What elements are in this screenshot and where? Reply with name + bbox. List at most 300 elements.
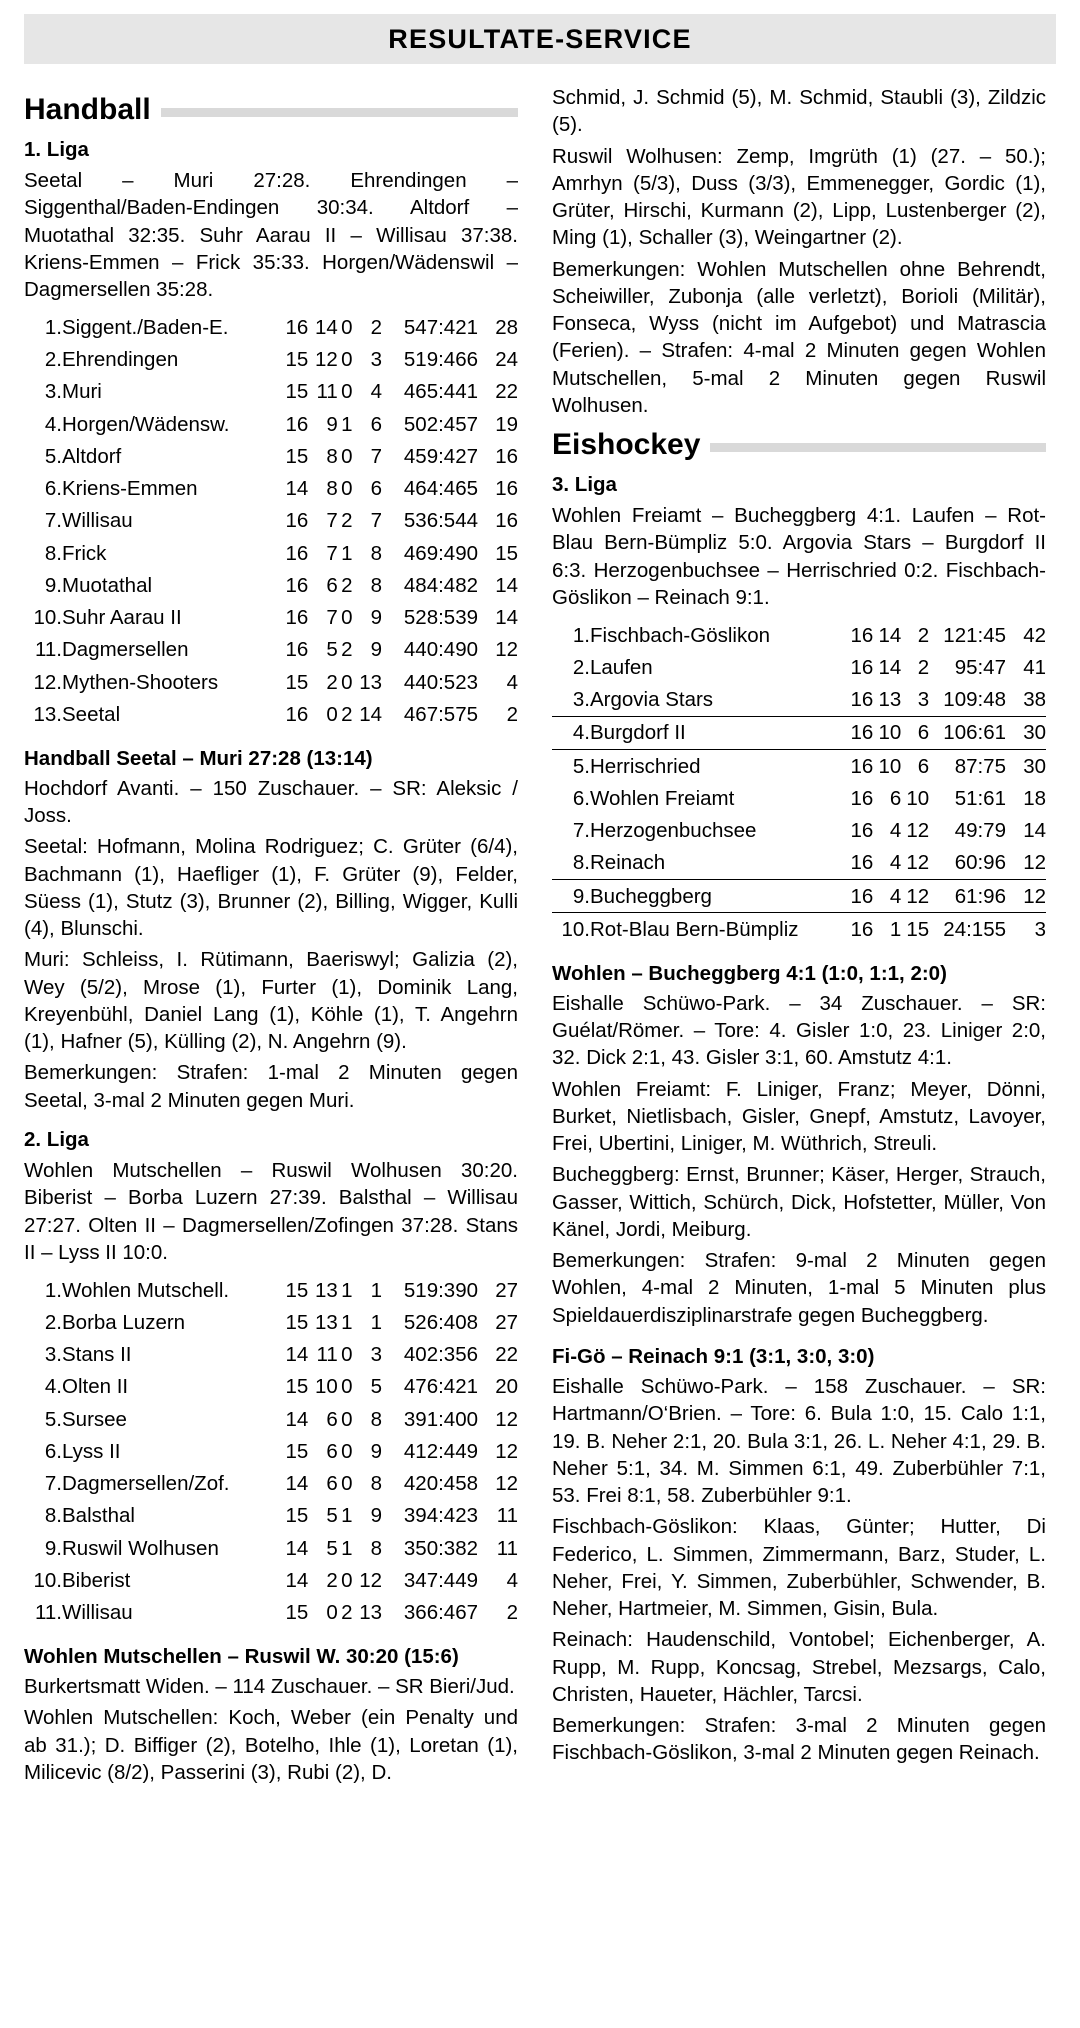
table-row [552,651,1046,683]
table-cell-num: 14 [285,1472,309,1496]
table-cell-num: 9 [370,1504,383,1528]
table-cell-num: 6 [326,1439,338,1463]
table-cell-num: 8 [370,1536,383,1560]
table-cell-num: 2 [341,573,353,597]
table-cell-team: Herrischried [590,754,701,778]
table-cell-num: 2 [341,509,353,533]
table-cell-goals: 536:544 [403,509,478,533]
table-cell-num: 16 [850,688,874,712]
table-cell-team: Muotathal [62,573,153,597]
table-cell-num: 3 [370,348,383,372]
table-cell-rank: 6. [44,1439,62,1463]
table-cell-rank: 11. [35,1601,62,1625]
table-cell-goals: 519:466 [403,348,478,372]
table-cell-pts: 12 [495,1472,518,1496]
report-paragraph: Reinach: Haudenschild, Vontobel; Eichenberger, A. Rupp, M. Rupp, Koncsag, Strebel, Mezsargs, Calo, Christen, Haueter, Hächler, Tarcsi. [552,1628,1046,1706]
report-paragraph: Fischbach-Göslikon: Klaas, Günter; Hutter, Di Federico, L. Simmen, Zimmermann, Barz, Studer, L. Neher, Frei, Y. Simmen, Zuberbühler, Schwender, B. Neher, Hartmeier, M. Simmen, Gisin, Bula. [552,1515,1046,1621]
table-cell-pts: 3 [1034,917,1046,941]
table-cell-num: 7 [370,509,383,533]
table-cell-num: 15 [285,380,309,404]
table-cell-goals: 95:47 [954,655,1006,679]
table-cell-team: Mythen-Shooters [62,670,219,694]
table-cell-num: 1 [341,1310,353,1334]
table-cell-num: 6 [889,786,902,810]
table-cell-rank: 10. [561,917,590,941]
table-cell-goals: 106:61 [929,716,1006,749]
table-cell-num: 0 [341,380,353,404]
table-row [552,684,1046,717]
table-cell-rank: 13. [33,702,62,726]
table-cell-num: 2 [326,1568,338,1592]
table-row [24,602,518,634]
table-row [24,569,518,601]
table-row [24,344,518,376]
table-cell-goals: 402:356 [403,1343,478,1367]
table-cell-num: 16 [285,412,309,436]
eishockey-liga3-results: Wohlen Freiamt – Bucheggberg 4:1. Laufen – Rot-Blau Bern-Bümpliz 5:0. Argovia Stars – Burgdorf II 6:3. Herzogenbuchsee – Herrischried 0:2. Fischbach-Göslikon – Reinach 9:1. [552,504,1046,609]
table-cell-num: 8 [370,1472,383,1496]
table-cell-pts: 30 [1006,716,1046,749]
table-cell-team: Seetal [62,702,121,726]
table-cell-pts: 16 [495,444,518,468]
table-cell-num: 0 [341,1568,353,1592]
table-cell-num: 15 [285,348,309,372]
table-cell-rank: 1. [572,623,590,647]
table-cell-num: 8 [326,444,338,468]
handball-liga1-standings [24,311,518,730]
table-cell-goals: 366:467 [403,1601,478,1625]
table-cell-team: Siggent./Baden-E. [62,315,229,339]
handball-liga2-standings [24,1274,518,1629]
table-row [24,1532,518,1564]
table-cell-num: 16 [850,655,874,679]
table-cell-num: 16 [285,638,309,662]
table-cell-num: 13 [359,670,383,694]
table-cell-team: Ehrendingen [62,348,179,372]
table-cell-num: 0 [341,1439,353,1463]
table-cell-num: 16 [285,573,309,597]
table-row [24,440,518,472]
table-cell-rank: 4. [44,1375,62,1399]
table-cell-num: 4 [889,819,902,843]
table-cell-rank: 1. [44,315,62,339]
table-cell-pts: 42 [1023,623,1046,647]
table-cell-pts: 16 [495,509,518,533]
table-cell-num: 4 [370,380,383,404]
table-cell-rank: 9. [44,1536,62,1560]
table-cell-team: Stans II [62,1343,132,1367]
table-row [24,376,518,408]
table-cell-rank: 4. [552,716,590,749]
table-cell-pts: 12 [495,638,518,662]
report-paragraph: Bucheggberg: Ernst, Brunner; Käser, Herger, Strauch, Gasser, Wittich, Schürch, Dick, Hofstetter, Müller, Von Känel, Jordi, Meiburg. [552,1163,1046,1241]
table-cell-team: Lyss II [62,1439,121,1463]
table-cell-num: 1 [370,1278,383,1302]
table-cell-team: Borba Luzern [62,1310,186,1334]
table-cell-goals: 464:465 [403,477,478,501]
table-row [552,716,1046,749]
table-cell-num: 9 [370,606,383,630]
eishockey-heading-text: Eishockey [552,428,701,461]
table-cell-num: 6 [370,412,383,436]
table-cell-team: Wohlen Mutschell. [62,1278,230,1302]
table-cell-num: 0 [341,315,353,339]
table-cell-num: 15 [285,1278,309,1302]
table-cell-num: 2 [341,702,353,726]
table-cell-num: 16 [850,754,874,778]
table-cell-num: 2 [341,638,353,662]
table-cell-goals: 547:421 [403,315,478,339]
table-cell-num: 11 [316,1343,338,1367]
table-cell-pts: 12 [495,1439,518,1463]
table-cell-goals: 440:490 [403,638,478,662]
table-cell-num: 4 [889,851,902,875]
table-cell-num: 0 [326,702,338,726]
table-cell-pts: 4 [506,1568,518,1592]
table-cell-goals: 87:75 [954,754,1006,778]
table-cell-goals: 469:490 [403,541,478,565]
table-cell-pts: 24 [495,348,518,372]
table-row [24,1468,518,1500]
table-cell-pts: 14 [495,573,518,597]
table-cell-rank: 12. [33,670,62,694]
table-cell-pts: 20 [495,1375,518,1399]
heading-rule [161,108,518,117]
table-cell-num: 9 [326,412,338,436]
table-cell-pts: 16 [495,477,518,501]
table-cell-num: 7 [326,509,338,533]
table-cell-num: 5 [326,1536,338,1560]
table-cell-goals: 519:390 [403,1278,478,1302]
report-paragraph: Bemerkungen: Strafen: 9-mal 2 Minuten gegen Wohlen, 4-mal 2 Minuten, 1-mal 5 Minuten plus Spieldauerdisziplinarstrafe gegen Bucheggberg. [552,1249,1046,1327]
table-cell-team: Willisau [62,1601,133,1625]
table-cell-goals: 109:48 [943,688,1006,712]
table-cell-rank: 6. [572,786,590,810]
table-cell-team: Balsthal [62,1504,135,1528]
table-cell-num: 3 [917,688,930,712]
table-cell-num: 16 [285,702,309,726]
table-cell-num: 0 [341,1472,353,1496]
table-row [24,1274,518,1306]
handball-liga2-label: 2. Liga [24,1127,89,1151]
eishockey-liga3-label: 3. Liga [552,472,617,496]
table-cell-team: Horgen/Wädensw. [62,412,230,436]
table-cell-num: 13 [359,1601,383,1625]
table-row [24,1435,518,1467]
table-cell-num: 14 [878,655,902,679]
table-cell-rank: 2. [44,1310,62,1334]
two-column-layout [24,84,1056,1790]
table-cell-goals: 49:79 [954,819,1006,843]
table-cell-pts: 2 [506,702,518,726]
table-cell-team: Argovia Stars [590,688,714,712]
table-cell-rank: 3. [44,380,62,404]
table-cell-goals: 350:382 [403,1536,478,1560]
table-cell-num: 16 [845,880,873,913]
handball-liga2-results: Wohlen Mutschellen – Ruswil Wolhusen 30:20. Biberist – Borba Luzern 27:39. Balsthal – Willisau 27:27. Olten II – Dagmersellen/Zofingen 37:28. Stans II – Lyss II 10:0. [24,1159,518,1264]
table-cell-pts: 19 [495,412,518,436]
table-cell-pts: 15 [495,541,518,565]
table-cell-rank: 8. [44,541,62,565]
table-cell-pts: 41 [1023,655,1046,679]
table-row [552,847,1046,880]
table-row [24,1564,518,1596]
table-row [24,1597,518,1629]
table-cell-num: 4 [873,880,901,913]
table-cell-pts: 4 [506,670,518,694]
table-cell-num: 9 [370,1439,383,1463]
table-cell-num: 12 [314,348,338,372]
eishockey-match1-report [552,990,1046,1329]
table-cell-num: 8 [370,1407,383,1431]
table-cell-num: 16 [845,716,873,749]
table-cell-rank: 5. [44,1407,62,1431]
table-cell-num: 15 [285,1439,309,1463]
table-cell-pts: 28 [495,315,518,339]
page-title: RESULTATE-SERVICE [24,14,1056,64]
table-cell-goals: 420:458 [403,1472,478,1496]
report-paragraph: Ruswil Wolhusen: Zemp, Imgrüth (1) (27. – 50.); Amrhyn (5/3), Duss (3/3), Emmenegger, Gordic (1), Grüter, Hirschi, Kurmann (2), Lipp, Lustenberger (2), Ming (1), Schaller (3), Weingartner (2). [552,144,1046,250]
table-cell-pts: 27 [495,1278,518,1302]
table-row [24,1339,518,1371]
section-heading-eishockey [552,425,1046,465]
report-paragraph: Burkertsmatt Widen. – 114 Zuschauer. – SR Bieri/Jud. [24,1675,515,1699]
table-cell-num: 0 [341,1407,353,1431]
table-cell-goals: 412:449 [403,1439,478,1463]
table-row [24,634,518,666]
table-cell-num: 13 [314,1278,338,1302]
table-cell-pts: 30 [1023,754,1046,778]
report-paragraph: Eishalle Schüwo-Park. – 158 Zuschauer. – SR: Hartmann/O‘Brien. – Tore: 6. Bula 1:0, 15. Calo 1:1, 19. B. Neher 2:1, 20. Bula 3:1, 26. L. Neher 4:1, 29. B. Neher 5:1, 34. M. Simmen 6:1, 49. Zuberbühler 7:1, 53. Frei 8:1, 58. Zuberbühler 9:1. [552,1375,1046,1508]
table-cell-goals: 476:421 [403,1375,478,1399]
table-cell-num: 0 [341,1375,353,1399]
table-cell-pts: 38 [1023,688,1046,712]
table-cell-goals: 484:482 [403,573,478,597]
table-cell-num: 0 [341,606,353,630]
table-cell-goals: 51:61 [954,786,1006,810]
newspaper-page [0,14,1080,2028]
handball-match2-report [24,1673,518,1786]
table-cell-num: 1 [341,412,353,436]
table-cell-num: 1 [341,1278,353,1302]
heading-rule [710,443,1046,452]
table-cell-goals: 465:441 [403,380,478,404]
eishockey-match2-heading: Fi-Gö – Reinach 9:1 (3:1, 3:0, 3:0) [552,1344,875,1368]
table-cell-pts: 14 [1023,819,1046,843]
table-cell-num: 0 [341,477,353,501]
table-row [24,698,518,730]
table-cell-pts: 2 [506,1601,518,1625]
handball-liga1-results: Seetal – Muri 27:28. Ehrendingen – Siggenthal/Baden-Endingen 30:34. Altdorf – Muotathal 32:35. Suhr Aarau II – Willisau 37:38. Kriens-Emmen – Frick 35:33. Horgen/Wädenswil – Dagmersellen 35:28. [24,169,518,302]
table-cell-num: 15 [285,1310,309,1334]
table-cell-team: Dagmersellen/Zof. [62,1472,230,1496]
table-cell-rank: 7. [44,509,62,533]
table-cell-team: Herzogenbuchsee [590,819,757,843]
table-row [24,1403,518,1435]
table-cell-num: 6 [917,754,930,778]
table-cell-pts: 22 [495,1343,518,1367]
table-row [24,311,518,343]
table-cell-team: Biberist [62,1568,131,1592]
table-cell-num: 1 [370,1310,383,1334]
table-cell-team: Dagmersellen [62,638,189,662]
table-cell-num: 16 [285,509,309,533]
table-row [24,1306,518,1338]
table-cell-num: 15 [285,1601,309,1625]
table-cell-num: 6 [901,716,929,749]
handball-heading-text: Handball [24,93,151,126]
table-cell-team: Suhr Aarau II [62,606,182,630]
table-cell-num: 6 [370,477,383,501]
table-cell-num: 15 [285,670,309,694]
table-cell-num: 7 [370,444,383,468]
table-row [552,782,1046,814]
handball-match1-report [24,775,518,1114]
table-cell-num: 16 [850,851,874,875]
handball-liga1-label: 1. Liga [24,137,89,161]
table-cell-rank: 2. [572,655,590,679]
table-cell-num: 5 [326,638,338,662]
table-cell-team: Olten II [62,1375,129,1399]
section-heading-handball [24,90,518,130]
table-cell-num: 16 [850,623,874,647]
report-paragraph: Bemerkungen: Strafen: 1-mal 2 Minuten gegen Seetal, 3-mal 2 Minuten gegen Muri. [24,1061,518,1112]
table-cell-num: 0 [341,1343,353,1367]
table-cell-rank: 10. [33,606,62,630]
table-cell-goals: 440:523 [403,670,478,694]
table-cell-rank: 9. [44,573,62,597]
table-cell-num: 14 [285,1343,309,1367]
table-cell-num: 1 [889,917,902,941]
table-cell-team: Altdorf [62,444,122,468]
table-cell-pts: 14 [495,606,518,630]
eishockey-match2-report [552,1373,1046,1767]
table-cell-team: Fischbach-Göslikon [590,623,771,647]
eishockey-match1-heading: Wohlen – Bucheggberg 4:1 (1:0, 1:1, 2:0) [552,961,947,985]
table-cell-num: 0 [341,444,353,468]
table-cell-team: Rot-Blau Bern-Bümpliz [590,917,799,941]
table-cell-num: 12 [359,1568,383,1592]
table-cell-num: 16 [285,315,309,339]
table-cell-num: 2 [370,315,383,339]
table-cell-goals: 526:408 [403,1310,478,1334]
table-cell-goals: 60:96 [954,851,1006,875]
table-cell-rank: 3. [44,1343,62,1367]
table-cell-num: 10 [314,1375,338,1399]
table-cell-num: 13 [314,1310,338,1334]
table-cell-num: 15 [906,917,930,941]
table-cell-pts: 12 [1023,851,1046,875]
table-row [552,619,1046,651]
table-cell-pts: 12 [1006,880,1046,913]
table-row [24,505,518,537]
table-row [24,666,518,698]
table-row [552,815,1046,847]
handball-match2-report-continued [552,84,1046,419]
handball-liga1-standings-body [24,311,518,730]
table-cell-team: Willisau [62,509,133,533]
table-cell-rank: 5. [572,754,590,778]
table-cell-goals: 502:457 [403,412,478,436]
eishockey-liga3-standings-body [552,619,1046,946]
table-cell-team: Burgdorf II [590,716,845,749]
table-cell-team: Frick [62,541,107,565]
table-row [24,408,518,440]
table-cell-num: 2 [917,623,930,647]
table-cell-team: Sursee [62,1407,127,1431]
table-row [24,1500,518,1532]
table-cell-num: 7 [326,606,338,630]
report-paragraph: Wohlen Mutschellen: Koch, Weber (ein Penalty und ab 31.); D. Biffiger (2), Botelho, Ihle (1), Loretan (1), Milicevic (8/2), Passerini (3), Rubi (2), D. [24,1706,518,1784]
report-paragraph: Hochdorf Avanti. – 150 Zuschauer. – SR: Aleksic / Joss. [24,776,518,828]
report-paragraph: Wohlen Freiamt: F. Liniger, Franz; Meyer, Dönni, Burket, Nietlisbach, Gisler, Gnepf, Amstutz, Lavoyer, Frei, Ubertini, Liniger, M. Wüthrich, Streuli. [552,1077,1046,1156]
table-cell-team: Wohlen Freiamt [590,786,735,810]
table-cell-num: 11 [316,380,338,404]
report-paragraph: Bemerkungen: Strafen: 3-mal 2 Minuten gegen Fischbach-Göslikon, 3-mal 2 Minuten gegen Reinach. [552,1714,1046,1765]
table-cell-num: 2 [917,655,930,679]
table-cell-num: 14 [285,1407,309,1431]
table-cell-num: 15 [285,444,309,468]
table-row [24,1371,518,1403]
table-cell-rank: 11. [35,638,62,662]
table-cell-pts: 11 [496,1536,518,1560]
table-cell-num: 10 [873,716,901,749]
table-cell-num: 15 [285,1504,309,1528]
table-row [552,750,1046,783]
table-cell-num: 12 [906,851,930,875]
table-cell-num: 6 [326,573,338,597]
table-cell-num: 0 [326,1601,338,1625]
table-cell-team: Ruswil Wolhusen [62,1536,219,1560]
table-row [24,473,518,505]
report-paragraph: Bemerkungen: Wohlen Mutschellen ohne Behrendt, Scheiwiller, Zubonja (alle verletzt), Borioli (Militär), Fonseca, Wyss (nicht im Aufgebot) und Matrascia (Ferien). – Strafen: 4-mal 2 Minuten gegen Wohlen Mutschellen, 5-mal 2 Minuten gegen Ruswil Wolhusen. [552,257,1046,417]
table-cell-rank: 8. [572,851,590,875]
table-cell-rank: 9. [552,880,590,913]
table-cell-rank: 1. [44,1278,62,1302]
eishockey-liga3-standings [552,619,1046,946]
handball-match2-heading: Wohlen Mutschellen – Ruswil W. 30:20 (15:6) [24,1644,459,1668]
handball-match1-heading: Handball Seetal – Muri 27:28 (13:14) [24,746,373,770]
table-cell-pts: 22 [495,380,518,404]
table-cell-pts: 27 [495,1310,518,1334]
table-cell-goals: 394:423 [403,1504,478,1528]
table-cell-num: 8 [370,541,383,565]
table-cell-goals: 61:96 [929,880,1006,913]
table-cell-num: 14 [285,477,309,501]
table-cell-team: Laufen [590,655,653,679]
table-cell-goals: 24:155 [943,917,1006,941]
table-cell-num: 14 [314,315,338,339]
table-cell-num: 5 [370,1375,383,1399]
table-cell-num: 14 [285,1536,309,1560]
table-cell-team: Kriens-Emmen [62,477,198,501]
table-cell-pts: 11 [496,1504,518,1528]
table-cell-num: 2 [326,670,338,694]
table-cell-num: 8 [326,477,338,501]
table-cell-pts: 18 [1023,786,1046,810]
table-cell-rank: 5. [44,444,62,468]
table-cell-num: 1 [341,1504,353,1528]
table-cell-pts: 12 [495,1407,518,1431]
table-cell-team: Bucheggberg [590,880,845,913]
report-paragraph: Eishalle Schüwo-Park. – 34 Zuschauer. – SR: Guélat/Römer. – Tore: 4. Gisler 1:0, 23. Liniger 2:0, 32. Dick 2:1, 43. Gisler 3:1, 60. Amstutz 4:1. [552,991,1046,1070]
table-cell-goals: 347:449 [403,1568,478,1592]
table-cell-rank: 4. [44,412,62,436]
table-row [24,537,518,569]
table-cell-team: Muri [62,380,102,404]
table-cell-num: 5 [326,1504,338,1528]
table-cell-goals: 121:45 [943,623,1006,647]
